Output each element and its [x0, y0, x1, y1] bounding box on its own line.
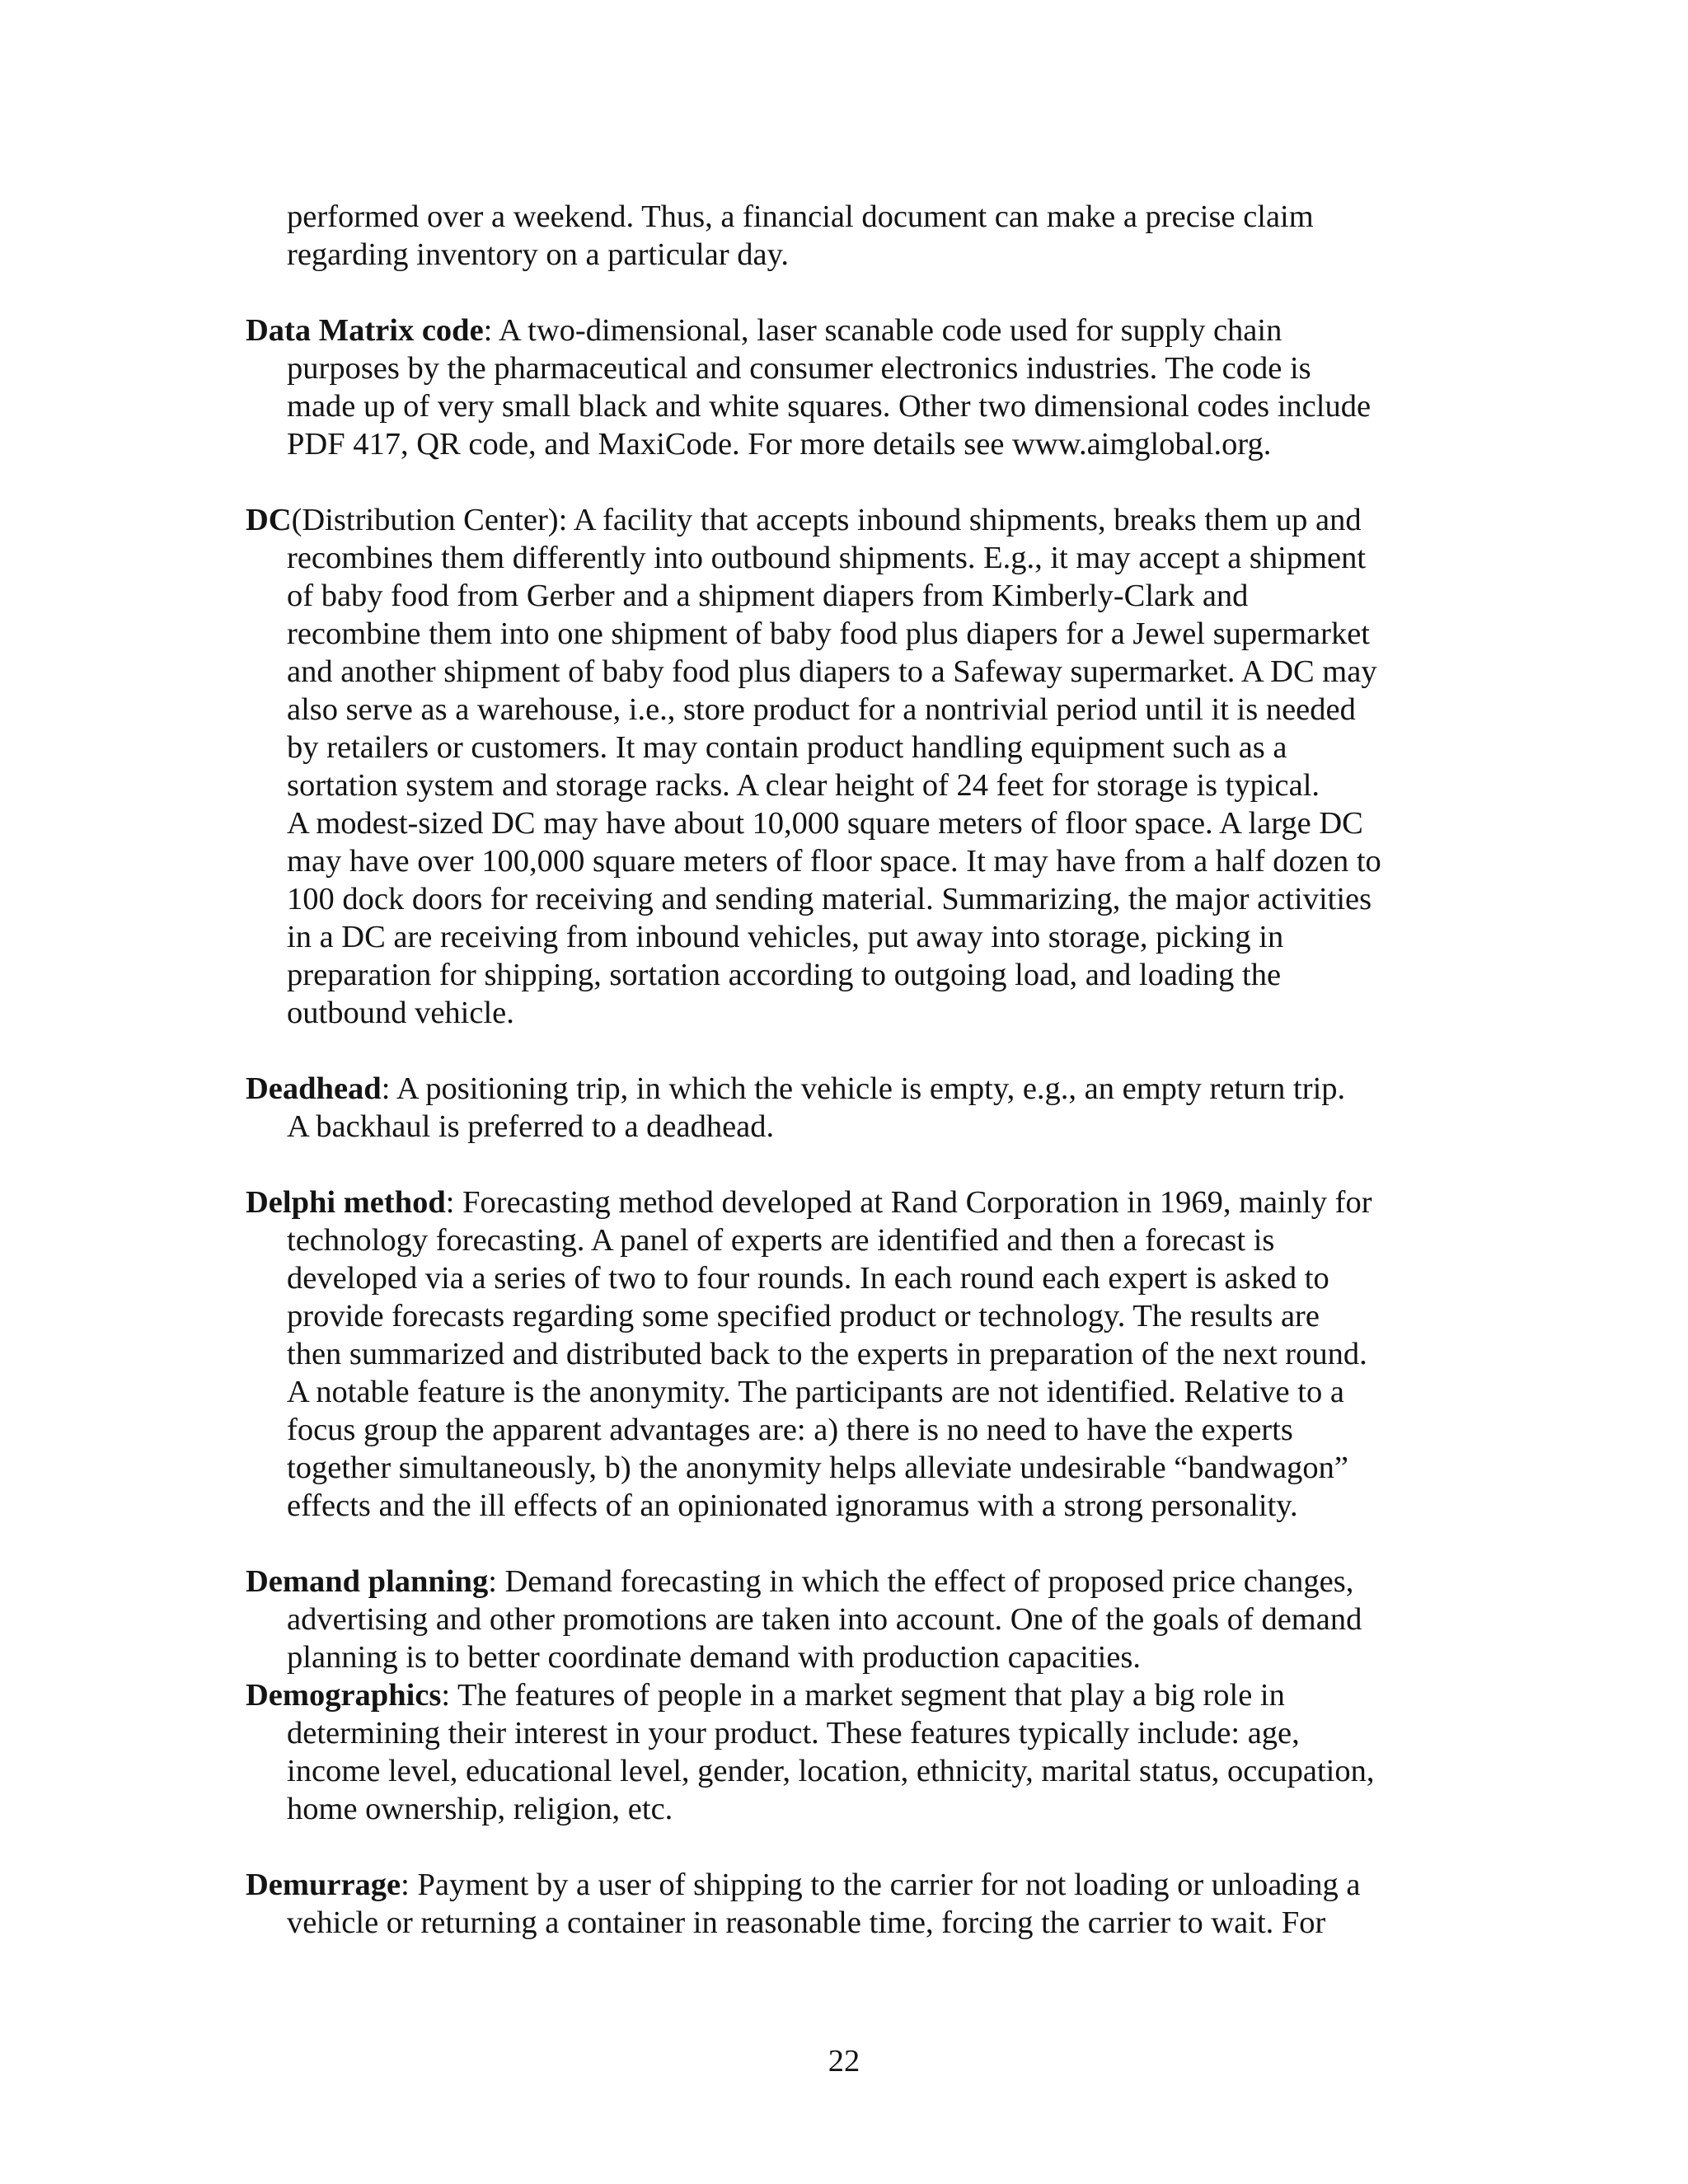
- entry-first-line: [246, 1676, 1449, 1714]
- entry-demand-planning: [246, 1563, 1449, 1676]
- text-line: focus group the apparent advantages are: a) there is no need to have the experts: [287, 1413, 1293, 1447]
- entry-first-line: [246, 312, 1449, 349]
- entry-definition-start: : A two-dimensional, laser scanable code used for supply chain: [483, 313, 1282, 348]
- entry-delphi-method: [246, 1183, 1449, 1525]
- text-line: home ownership, religion, etc.: [287, 1792, 673, 1826]
- text-line: together simultaneously, b) the anonymity helps alleviate undesirable “bandwagon”: [287, 1451, 1348, 1485]
- text-line: may have over 100,000 square meters of floor space. It may have from a half dozen to: [287, 844, 1381, 879]
- text-line: determining their interest in your product. These features typically include: age,: [287, 1716, 1300, 1750]
- text-line: effects and the ill effects of an opinionated ignoramus with a strong personality.: [287, 1488, 1298, 1523]
- entry-term: Deadhead: [246, 1071, 382, 1106]
- text-line: advertising and other promotions are taken into account. One of the goals of demand: [287, 1602, 1362, 1637]
- entry-first-line: [246, 1070, 1449, 1108]
- text-line: made up of very small black and white squares. Other two dimensional codes include: [287, 389, 1372, 424]
- text-line: A notable feature is the anonymity. The participants are not identified. Relative to a: [287, 1375, 1344, 1409]
- text-line: PDF 417, QR code, and MaxiCode. For more details see www.aimglobal.org.: [287, 427, 1272, 462]
- entry-first-line: [246, 1183, 1449, 1221]
- entry-dc: [246, 501, 1449, 1032]
- entry-definition-start: (Distribution Center): A facility that accepts inbound shipments, breaks them up and: [291, 503, 1362, 537]
- entry-first-line: [246, 501, 1449, 539]
- entry-term: Data Matrix code: [246, 313, 484, 348]
- entry-term: Demographics: [246, 1678, 442, 1713]
- entry-definition-start: : Payment by a user of shipping to the carrier for not loading or unloading a: [401, 1868, 1361, 1902]
- entry-term: Demurrage: [246, 1868, 401, 1902]
- entry-demographics: [246, 1676, 1449, 1828]
- text-line: in a DC are receiving from inbound vehicles, put away into storage, picking in: [287, 920, 1284, 954]
- entry-demurrage: [246, 1866, 1449, 1942]
- text-line: provide forecasts regarding some specified product or technology. The results are: [287, 1299, 1320, 1333]
- text-line: vehicle or returning a container in reasonable time, forcing the carrier to wait. For: [287, 1905, 1326, 1940]
- text-line: recombines them differently into outbound shipments. E.g., it may accept a shipment: [287, 541, 1367, 575]
- text-line: by retailers or customers. It may contain product handling equipment such as a: [287, 730, 1287, 765]
- text-line: A modest-sized DC may have about 10,000 square meters of floor space. A large DC: [287, 806, 1363, 841]
- entry-data-matrix-code: [246, 312, 1449, 463]
- text-line: income level, educational level, gender, location, ethnicity, marital status, occupation,: [287, 1754, 1375, 1788]
- text-line: regarding inventory on a particular day.: [287, 237, 789, 272]
- glossary-body: [246, 198, 1449, 1942]
- text-line: planning is to better coordinate demand with production capacities.: [287, 1640, 1141, 1675]
- entry-deadhead: [246, 1070, 1449, 1146]
- entry-term: Demand planning: [246, 1564, 489, 1599]
- text-line: purposes by the pharmaceutical and consumer electronics industries. The code is: [287, 351, 1311, 386]
- page-number: 22: [828, 2044, 860, 2079]
- text-line: outbound vehicle.: [287, 996, 514, 1030]
- entry-first-line: [246, 1866, 1449, 1904]
- entry-term: Delphi method: [246, 1185, 446, 1220]
- text-line: and another shipment of baby food plus diapers to a Safeway supermarket. A DC may: [287, 654, 1377, 689]
- entry-definition-start: : Forecasting method developed at Rand Corporation in 1969, mainly for: [445, 1185, 1372, 1220]
- text-line: sortation system and storage racks. A clear height of 24 feet for storage is typical.: [287, 768, 1320, 803]
- continuation-paragraph: [246, 198, 1449, 274]
- text-line: then summarized and distributed back to the experts in preparation of the next round.: [287, 1337, 1367, 1371]
- entry-definition-start: : The features of people in a market segment that play a big role in: [441, 1678, 1285, 1713]
- text-line: developed via a series of two to four rounds. In each round each expert is asked to: [287, 1261, 1329, 1296]
- text-line: A backhaul is preferred to a deadhead.: [287, 1109, 775, 1144]
- text-line: of baby food from Gerber and a shipment diapers from Kimberly-Clark and: [287, 579, 1249, 613]
- text-line: 100 dock doors for receiving and sending material. Summarizing, the major activities: [287, 882, 1372, 916]
- text-line: also serve as a warehouse, i.e., store product for a nontrivial period until it is needed: [287, 692, 1356, 727]
- text-line: preparation for shipping, sortation according to outgoing load, and loading the: [287, 958, 1282, 992]
- text-line: recombine them into one shipment of baby food plus diapers for a Jewel supermarket: [287, 616, 1370, 651]
- entry-first-line: [246, 1563, 1449, 1601]
- text-line: performed over a weekend. Thus, a financial document can make a precise claim: [287, 199, 1314, 234]
- text-line: technology forecasting. A panel of experts are identified and then a forecast is: [287, 1223, 1275, 1258]
- entry-definition-start: : A positioning trip, in which the vehicle is empty, e.g., an empty return trip.: [381, 1071, 1346, 1106]
- entry-definition-start: : Demand forecasting in which the effect of proposed price changes,: [488, 1564, 1354, 1599]
- entry-term: DC: [246, 503, 292, 537]
